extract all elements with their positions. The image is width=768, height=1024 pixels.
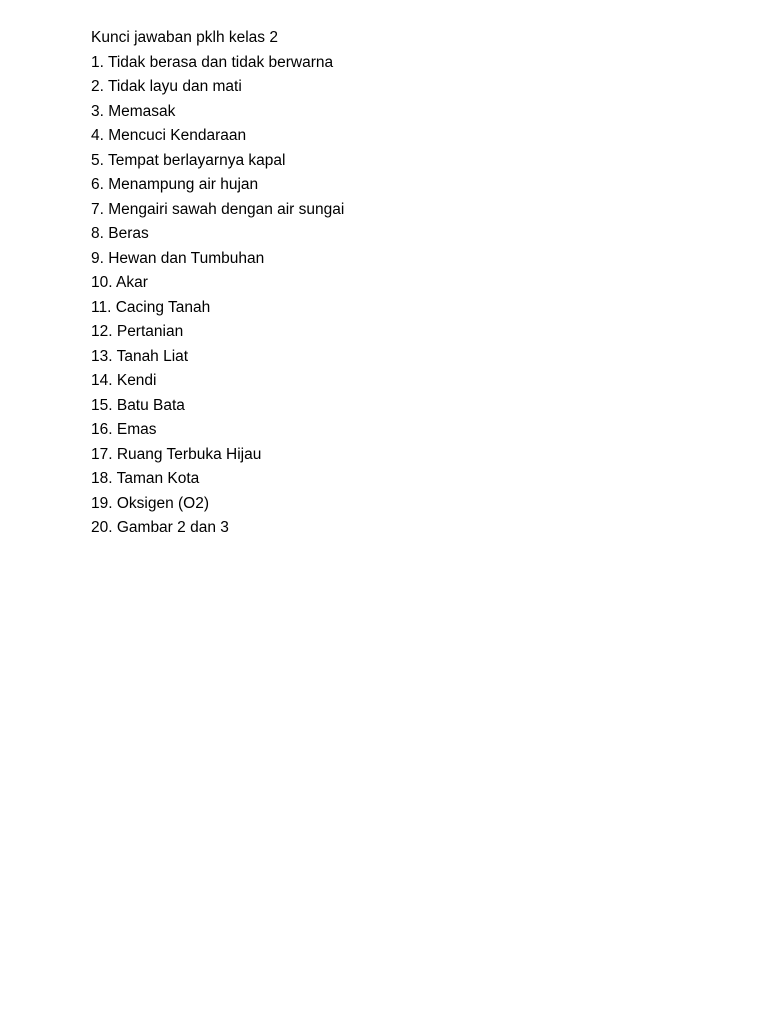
- answer-item: 6. Menampung air hujan: [91, 176, 259, 193]
- answer-item: 9. Hewan dan Tumbuhan: [91, 249, 265, 267]
- answer-item: 2. Tidak layu dan mati: [91, 78, 242, 95]
- answer-item: 15. Batu Bata: [91, 396, 185, 414]
- answer-item: 3. Memasak: [91, 102, 176, 120]
- answer-item: 7. Mengairi sawah dengan air sungai: [91, 200, 345, 218]
- answer-item: 5. Tempat berlayarnya kapal: [91, 151, 286, 169]
- answer-item: 12. Pertanian: [91, 323, 184, 340]
- answer-item: 10. Akar: [91, 274, 148, 291]
- document-content: [91, 26, 731, 541]
- answer-item: 16. Emas: [91, 421, 157, 438]
- document-title: Kunci jawaban pklh kelas 2: [91, 29, 278, 46]
- answer-item: 14. Kendi: [91, 372, 157, 389]
- answer-item: 17. Ruang Terbuka Hijau: [91, 445, 262, 463]
- answer-item: 20. Gambar 2 dan 3: [91, 519, 229, 536]
- answer-item: 1. Tidak berasa dan tidak berwarna: [91, 53, 334, 71]
- answer-item: 8. Beras: [91, 225, 149, 242]
- answer-item: 19. Oksigen (O2): [91, 494, 210, 512]
- answer-list: [91, 51, 731, 541]
- answer-item: 11. Cacing Tanah: [91, 298, 211, 316]
- answer-item: 4. Mencuci Kendaraan: [91, 127, 247, 144]
- answer-item: 13. Tanah Liat: [91, 347, 189, 365]
- answer-item: 18. Taman Kota: [91, 470, 200, 487]
